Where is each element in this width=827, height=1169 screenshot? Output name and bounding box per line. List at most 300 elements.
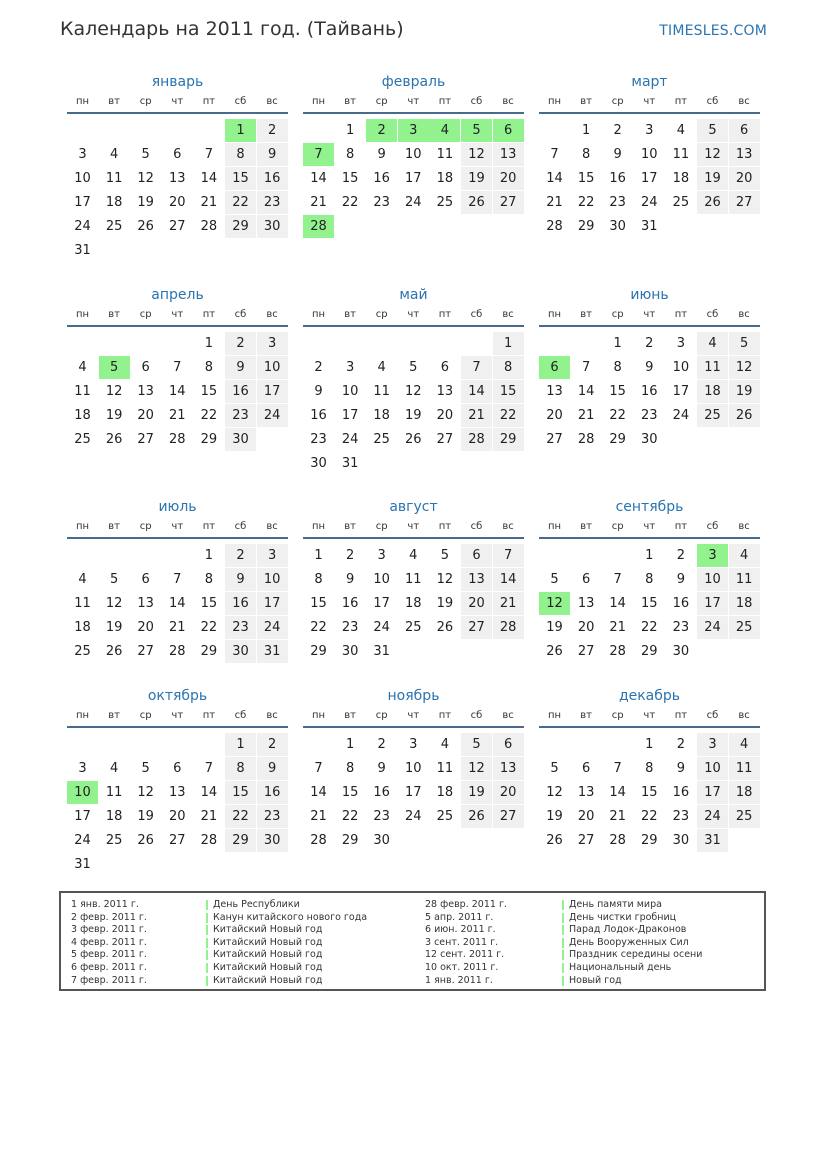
weekday-header: чт — [643, 96, 656, 107]
day-cell: 26 — [546, 833, 563, 848]
weekday-header: пт — [674, 96, 688, 107]
day-cell: 28 — [609, 644, 626, 659]
day-cell: 15 — [577, 171, 595, 186]
day-cell: 17 — [405, 171, 422, 186]
weekday-header: сб — [234, 710, 247, 721]
day-cell: 13 — [169, 171, 186, 186]
day-cell: 24 — [257, 404, 288, 427]
day-cell: 18 — [74, 408, 91, 423]
day-cell: 26 — [405, 432, 422, 447]
weekday-header: вс — [266, 521, 278, 532]
day-cell: 25 — [729, 616, 760, 639]
day-cell: 1 — [345, 737, 355, 752]
day-cell: 30 — [672, 833, 690, 848]
day-cell: 29 — [200, 432, 218, 447]
day-cell: 14 — [169, 384, 186, 399]
day-cell: 26 — [697, 191, 728, 214]
weekday-header: вс — [266, 710, 278, 721]
day-cell: 18 — [373, 408, 390, 423]
day-cell: 25 — [729, 805, 760, 828]
header-rule — [539, 112, 760, 114]
day-cell: 12 — [137, 785, 154, 800]
day-cell: 8 — [645, 572, 654, 587]
day-cell: 9 — [377, 761, 386, 776]
day-cell: 12 — [105, 384, 123, 399]
month-name: август — [389, 499, 438, 515]
day-cell: 6 — [173, 761, 182, 776]
legend-marker — [206, 950, 208, 960]
legend-holiday-name: Китайский Новый год — [213, 936, 323, 948]
day-cell: 4 — [78, 360, 87, 375]
day-cell: 6 — [581, 572, 591, 587]
day-cell: 1 — [581, 123, 591, 138]
day-cell: 20 — [577, 620, 595, 635]
weekday-header: ср — [611, 309, 624, 320]
day-cell: 17 — [641, 171, 658, 186]
day-cell: 2 — [613, 123, 622, 138]
day-cell: 5 — [697, 119, 728, 142]
day-cell: 6 — [440, 360, 450, 375]
day-cell: 5 — [550, 572, 559, 587]
day-cell: 4 — [109, 761, 119, 776]
day-cell: 4 — [729, 733, 760, 756]
day-cell: 22 — [341, 195, 359, 210]
holiday-day-cell: 3 — [697, 544, 728, 567]
day-cell: 20 — [137, 620, 154, 635]
day-cell: 13 — [729, 143, 760, 166]
day-cell: 23 — [225, 616, 256, 639]
weekday-header: сб — [470, 521, 483, 532]
day-cell: 21 — [200, 195, 218, 210]
day-cell: 19 — [697, 167, 728, 190]
weekday-header: сб — [470, 96, 483, 107]
day-cell: 10 — [257, 568, 288, 591]
legend-holiday-name: День чистки гробниц — [569, 911, 677, 923]
day-cell: 8 — [613, 360, 622, 375]
day-cell: 25 — [74, 644, 91, 659]
weekday-header: ср — [611, 521, 624, 532]
legend-date: 6 февр. 2011 г. — [71, 962, 147, 973]
weekday-header: пн — [311, 521, 326, 532]
day-cell: 5 — [550, 761, 559, 776]
day-cell: 26 — [461, 805, 492, 828]
day-cell: 16 — [672, 596, 690, 611]
day-cell: 10 — [405, 147, 422, 162]
weekday-header: ср — [611, 710, 624, 721]
legend-date: 10 окт. 2011 г. — [425, 962, 499, 973]
page-title: Календарь на 2011 год. (Тайвань) — [60, 18, 404, 40]
day-cell: 25 — [105, 833, 123, 848]
day-cell: 10 — [74, 171, 91, 186]
day-cell: 8 — [225, 757, 256, 780]
legend-date: 12 сент. 2011 г. — [425, 949, 505, 961]
weekday-header: пт — [202, 710, 216, 721]
day-cell: 26 — [137, 833, 154, 848]
day-cell: 18 — [697, 380, 728, 403]
day-cell: 17 — [672, 384, 690, 399]
day-cell: 20 — [137, 408, 154, 423]
weekday-header: вс — [502, 521, 514, 532]
holiday-day-cell: 2 — [366, 119, 397, 142]
day-cell: 11 — [74, 596, 91, 611]
day-cell: 16 — [225, 592, 256, 615]
holiday-day-cell: 12 — [539, 592, 570, 615]
weekday-header: ср — [611, 96, 624, 107]
weekday-header: пт — [674, 309, 688, 320]
day-cell: 20 — [729, 167, 760, 190]
holiday-day-cell: 1 — [225, 119, 256, 142]
day-cell: 30 — [672, 644, 690, 659]
header-rule — [67, 112, 288, 114]
day-cell: 9 — [225, 356, 256, 379]
day-cell: 27 — [461, 616, 492, 639]
holiday-day-cell: 6 — [493, 119, 524, 142]
legend-holiday-name: Китайский Новый год — [213, 962, 323, 973]
day-cell: 28 — [546, 219, 563, 234]
day-cell: 19 — [546, 620, 563, 635]
weekday-header: вт — [108, 710, 120, 721]
weekday-header: сб — [234, 521, 247, 532]
day-cell: 13 — [169, 785, 186, 800]
header-rule — [539, 726, 760, 728]
day-cell: 8 — [345, 761, 355, 776]
legend-date: 5 апр. 2011 г. — [425, 911, 494, 923]
day-cell: 16 — [373, 171, 390, 186]
weekday-header: вт — [108, 96, 120, 107]
day-cell: 9 — [225, 568, 256, 591]
day-cell: 11 — [436, 147, 454, 162]
day-cell: 25 — [436, 809, 454, 824]
legend-holiday-name: День памяти мира — [569, 899, 662, 910]
day-cell: 9 — [377, 147, 386, 162]
day-cell: 22 — [641, 620, 658, 635]
day-cell: 14 — [169, 596, 186, 611]
day-cell: 19 — [137, 195, 154, 210]
weekday-header: чт — [407, 521, 420, 532]
weekday-header: пн — [75, 521, 90, 532]
day-cell: 21 — [493, 592, 524, 615]
day-cell: 17 — [74, 195, 91, 210]
legend-holiday-name: Китайский Новый год — [213, 924, 323, 936]
weekday-header: ср — [139, 521, 152, 532]
day-cell: 1 — [204, 336, 214, 351]
day-cell: 18 — [729, 592, 760, 615]
weekday-header: пт — [674, 521, 688, 532]
day-cell: 26 — [461, 191, 492, 214]
day-cell: 7 — [204, 147, 214, 162]
day-cell: 14 — [609, 596, 626, 611]
day-cell: 16 — [257, 781, 288, 804]
day-cell: 12 — [405, 384, 422, 399]
day-cell: 14 — [609, 785, 626, 800]
weekday-header: сб — [470, 309, 483, 320]
legend-marker — [562, 976, 564, 986]
day-cell: 2 — [314, 360, 323, 375]
day-cell: 28 — [310, 833, 327, 848]
day-cell: 21 — [169, 408, 186, 423]
day-cell: 8 — [581, 147, 591, 162]
weekday-header: сб — [706, 710, 719, 721]
day-cell: 2 — [225, 544, 256, 567]
day-cell: 4 — [729, 544, 760, 567]
day-cell: 17 — [257, 592, 288, 615]
legend-date: 1 янв. 2011 г. — [71, 899, 139, 910]
day-cell: 23 — [310, 432, 327, 447]
day-cell: 2 — [377, 737, 386, 752]
day-cell: 4 — [409, 548, 418, 563]
day-cell: 17 — [405, 785, 422, 800]
day-cell: 7 — [613, 761, 622, 776]
day-cell: 14 — [310, 785, 327, 800]
day-cell: 19 — [105, 620, 123, 635]
weekday-header: пт — [674, 710, 688, 721]
day-cell: 8 — [645, 761, 654, 776]
legend-date: 5 февр. 2011 г. — [71, 949, 147, 961]
day-cell: 28 — [169, 432, 186, 447]
day-cell: 29 — [641, 833, 658, 848]
day-cell: 26 — [729, 404, 760, 427]
brand-link[interactable]: TIMESLES.COM — [659, 23, 767, 39]
day-cell: 5 — [109, 572, 119, 587]
day-cell: 25 — [405, 620, 422, 635]
day-cell: 25 — [373, 432, 390, 447]
legend-marker — [206, 938, 208, 948]
day-cell: 17 — [341, 408, 359, 423]
day-cell: 24 — [373, 620, 390, 635]
day-cell: 25 — [436, 195, 454, 210]
legend-marker — [562, 925, 564, 935]
day-cell: 30 — [257, 215, 288, 238]
legend-marker — [206, 900, 208, 910]
day-cell: 14 — [461, 380, 492, 403]
day-cell: 1 — [225, 733, 256, 756]
day-cell: 11 — [105, 171, 123, 186]
day-cell: 9 — [257, 143, 288, 166]
day-cell: 7 — [461, 356, 492, 379]
day-cell: 15 — [493, 380, 524, 403]
day-cell: 5 — [729, 332, 760, 355]
day-cell: 13 — [461, 568, 492, 591]
day-cell: 18 — [105, 195, 123, 210]
legend-date: 3 февр. 2011 г. — [71, 924, 147, 936]
day-cell: 7 — [204, 761, 214, 776]
day-cell: 22 — [200, 620, 218, 635]
day-cell: 3 — [697, 733, 728, 756]
day-cell: 11 — [74, 384, 91, 399]
day-cell: 24 — [74, 833, 91, 848]
day-cell: 16 — [641, 384, 658, 399]
weekday-header: чт — [407, 710, 420, 721]
day-cell: 24 — [74, 219, 91, 234]
day-cell: 27 — [169, 219, 186, 234]
weekday-header: вс — [502, 710, 514, 721]
day-cell: 13 — [546, 384, 563, 399]
weekday-header: вс — [738, 309, 750, 320]
day-cell: 10 — [341, 384, 359, 399]
day-cell: 18 — [436, 171, 454, 186]
day-cell: 1 — [613, 336, 622, 351]
weekday-header: пн — [311, 309, 326, 320]
weekday-header: пт — [202, 309, 216, 320]
day-cell: 24 — [257, 616, 288, 639]
day-cell: 22 — [493, 404, 524, 427]
day-cell: 13 — [436, 384, 454, 399]
holiday-day-cell: 4 — [429, 119, 460, 142]
day-cell: 24 — [405, 195, 422, 210]
day-cell: 2 — [645, 336, 654, 351]
day-cell: 30 — [341, 644, 359, 659]
day-cell: 4 — [440, 737, 450, 752]
day-cell: 6 — [173, 147, 182, 162]
weekday-header: пн — [311, 96, 326, 107]
weekday-header: чт — [171, 710, 184, 721]
day-cell: 21 — [310, 809, 327, 824]
weekday-header: пт — [438, 521, 452, 532]
day-cell: 25 — [697, 404, 728, 427]
legend-marker — [206, 963, 208, 973]
day-cell: 3 — [257, 544, 288, 567]
legend-date: 4 февр. 2011 г. — [71, 936, 147, 948]
weekday-header: ср — [139, 710, 152, 721]
day-cell: 1 — [345, 123, 355, 138]
weekday-header: вт — [344, 710, 356, 721]
day-cell: 18 — [74, 620, 91, 635]
day-cell: 23 — [341, 620, 359, 635]
day-cell: 4 — [676, 123, 686, 138]
day-cell: 6 — [141, 572, 150, 587]
day-cell: 9 — [613, 147, 622, 162]
day-cell: 30 — [373, 833, 390, 848]
day-cell: 7 — [173, 360, 182, 375]
legend-holiday-name: Праздник середины осени — [569, 949, 703, 961]
legend-holiday-name: Парад Лодок-Драконов — [569, 924, 687, 936]
day-cell: 21 — [609, 620, 626, 635]
day-cell: 19 — [405, 408, 422, 423]
day-cell: 3 — [78, 147, 87, 162]
day-cell: 20 — [493, 167, 524, 190]
weekday-header: ср — [375, 96, 388, 107]
month-name: ноябрь — [387, 688, 440, 704]
day-cell: 21 — [169, 620, 186, 635]
day-cell: 31 — [257, 640, 288, 663]
weekday-header: сб — [234, 96, 247, 107]
weekday-header: сб — [234, 309, 247, 320]
weekday-header: вт — [344, 521, 356, 532]
weekday-header: пт — [438, 309, 452, 320]
day-cell: 7 — [581, 360, 591, 375]
day-cell: 21 — [200, 809, 218, 824]
day-cell: 21 — [310, 195, 327, 210]
weekday-header: сб — [706, 96, 719, 107]
day-cell: 17 — [74, 809, 91, 824]
day-cell: 8 — [225, 143, 256, 166]
day-cell: 29 — [310, 644, 327, 659]
day-cell: 7 — [314, 761, 323, 776]
day-cell: 11 — [729, 568, 760, 591]
weekday-header: чт — [407, 96, 420, 107]
day-cell: 3 — [345, 360, 355, 375]
day-cell: 18 — [436, 785, 454, 800]
legend-marker — [562, 950, 564, 960]
legend-marker — [562, 938, 564, 948]
day-cell: 4 — [377, 360, 386, 375]
day-cell: 10 — [405, 761, 422, 776]
day-cell: 29 — [609, 432, 626, 447]
day-cell: 22 — [225, 805, 256, 828]
day-cell: 30 — [225, 428, 256, 451]
day-cell: 30 — [641, 432, 658, 447]
day-cell: 23 — [373, 809, 390, 824]
holiday-day-cell: 3 — [398, 119, 429, 142]
legend-marker — [562, 913, 564, 923]
day-cell: 11 — [697, 356, 728, 379]
day-cell: 6 — [493, 733, 524, 756]
day-cell: 8 — [314, 572, 323, 587]
month-name: октябрь — [147, 688, 208, 704]
weekday-header: вс — [738, 710, 750, 721]
day-cell: 30 — [257, 829, 288, 852]
day-cell: 15 — [641, 785, 658, 800]
day-cell: 3 — [257, 332, 288, 355]
holiday-day-cell: 28 — [303, 215, 334, 238]
weekday-header: вт — [344, 96, 356, 107]
day-cell: 5 — [141, 761, 150, 776]
weekday-header: пн — [547, 309, 562, 320]
day-cell: 23 — [373, 195, 390, 210]
day-cell: 31 — [641, 219, 658, 234]
day-cell: 10 — [697, 568, 728, 591]
day-cell: 23 — [257, 805, 288, 828]
day-cell: 26 — [105, 644, 123, 659]
header-rule — [67, 726, 288, 728]
weekday-header: пн — [75, 96, 90, 107]
day-cell: 2 — [257, 119, 288, 142]
day-cell: 23 — [609, 195, 626, 210]
day-cell: 28 — [200, 833, 218, 848]
weekday-header: вт — [580, 96, 592, 107]
day-cell: 11 — [373, 384, 390, 399]
day-cell: 5 — [409, 360, 418, 375]
day-cell: 30 — [310, 456, 327, 471]
day-cell: 27 — [546, 432, 563, 447]
month-name: май — [399, 287, 428, 303]
day-cell: 3 — [645, 123, 654, 138]
day-cell: 7 — [173, 572, 182, 587]
day-cell: 4 — [109, 147, 119, 162]
day-cell: 22 — [341, 809, 359, 824]
day-cell: 20 — [461, 592, 492, 615]
day-cell: 22 — [225, 191, 256, 214]
legend-date: 2 февр. 2011 г. — [71, 911, 147, 923]
weekday-header: ср — [139, 96, 152, 107]
day-cell: 31 — [341, 456, 359, 471]
day-cell: 27 — [436, 432, 454, 447]
weekday-header: вс — [738, 96, 750, 107]
day-cell: 12 — [546, 785, 563, 800]
day-cell: 14 — [546, 171, 563, 186]
day-cell: 24 — [697, 805, 728, 828]
day-cell: 26 — [436, 620, 454, 635]
day-cell: 23 — [641, 408, 658, 423]
day-cell: 23 — [225, 404, 256, 427]
day-cell: 19 — [105, 408, 123, 423]
legend-holiday-name: День Республики — [213, 899, 300, 910]
header-rule — [303, 112, 524, 114]
day-cell: 22 — [609, 408, 626, 423]
month-name: июль — [158, 499, 197, 515]
day-cell: 27 — [137, 644, 154, 659]
day-cell: 31 — [74, 243, 91, 258]
